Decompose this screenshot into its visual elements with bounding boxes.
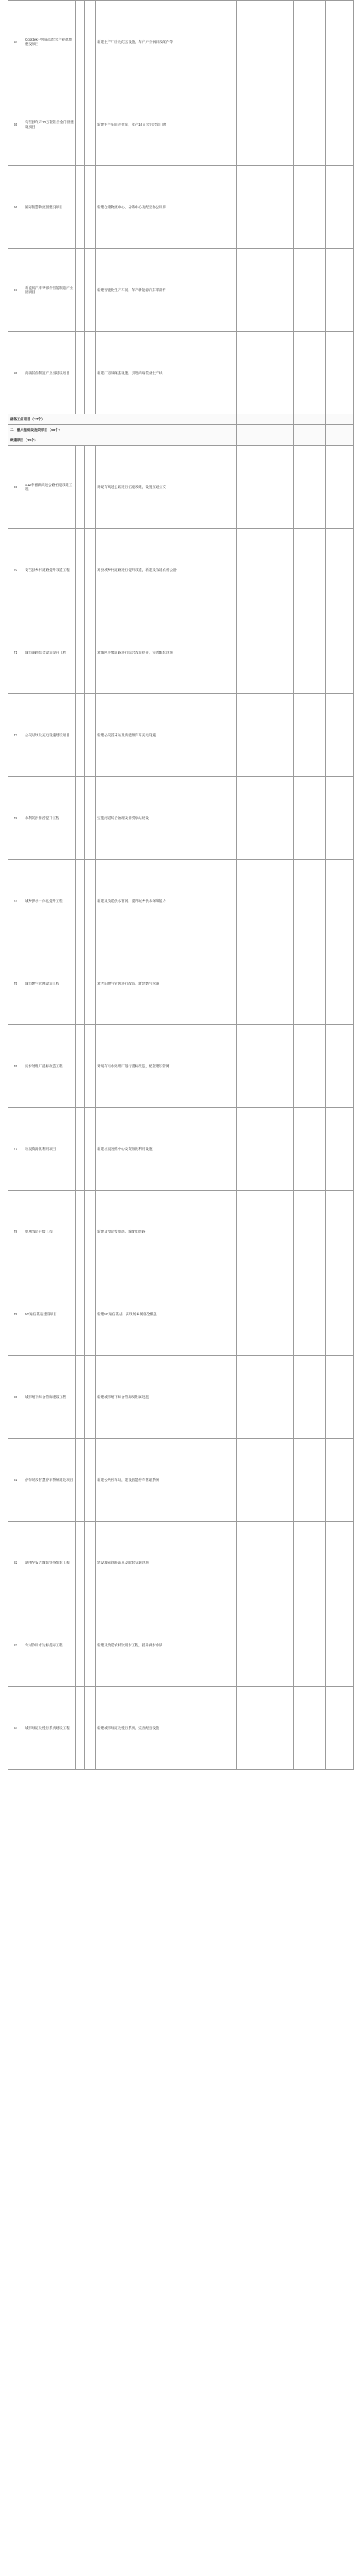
cell-no: 73: [8, 777, 23, 860]
cell-remark: [326, 1191, 354, 1273]
cell-completed-2023: [237, 611, 265, 694]
cell-responsible: [294, 1687, 326, 1770]
cell-category: [76, 1, 85, 83]
cell-plan-2024: [265, 1025, 294, 1108]
cell-remark: [326, 1108, 354, 1191]
cell-responsible: [294, 777, 326, 860]
cell-project-name: 水利防洪排涝提升工程: [23, 777, 76, 860]
table-row: [8, 694, 354, 777]
cell-investment: [205, 694, 237, 777]
table-row: [8, 1356, 354, 1439]
cell-investment: [205, 1108, 237, 1191]
cell-content: 新建5G通信基站，实现城乡网络全覆盖: [96, 1273, 205, 1356]
cell-content: 对城区主要道路进行综合改造提升，完善配套设施: [96, 611, 205, 694]
cell-completed-2023: [237, 83, 265, 166]
cell-completed-2023: [237, 860, 265, 942]
cell-plan-2024: [265, 1273, 294, 1356]
summary-row: [8, 435, 354, 446]
cell-project-name: 城乡供水一体化提升工程: [23, 860, 76, 942]
cell-content: 对老旧燃气管网进行改造，新建燃气管道: [96, 942, 205, 1025]
summary-completed-2023: [237, 435, 265, 446]
cell-responsible: [294, 249, 326, 332]
cell-project-name: 停车场及智慧停车系统建设项目: [23, 1439, 76, 1522]
cell-category: [76, 1025, 85, 1108]
cell-remark: [326, 332, 354, 414]
cell-category: [76, 446, 85, 529]
cell-unit: [85, 1025, 96, 1108]
summary-investment: [205, 414, 237, 425]
table-row: [8, 942, 354, 1025]
cell-no: 68: [8, 332, 23, 414]
cell-no: 69: [8, 446, 23, 529]
cell-content: 新建公交首末站及新能源汽车充电设施: [96, 694, 205, 777]
cell-content: 新建及改造农村饮用水工程，提升供水水质: [96, 1604, 205, 1687]
cell-completed-2023: [237, 777, 265, 860]
section-row: [8, 425, 354, 435]
project-table: [8, 0, 354, 1770]
cell-plan-2024: [265, 942, 294, 1025]
cell-remark: [326, 1273, 354, 1356]
cell-unit: [85, 1108, 96, 1191]
cell-category: [76, 1522, 85, 1604]
cell-remark: [326, 1687, 354, 1770]
table-row: [8, 166, 354, 249]
cell-completed-2023: [237, 1273, 265, 1356]
cell-project-name: 城市燃气管网改造工程: [23, 942, 76, 1025]
cell-project-name: 城市道路综合改造提升工程: [23, 611, 76, 694]
cell-content: 新建生产车间及仓库，年产10万套铝合金门窗: [96, 83, 205, 166]
cell-unit: [85, 1, 96, 83]
cell-project-name: S12申嘉湖高速公路拓宽改建工程: [23, 446, 76, 529]
cell-plan-2024: [265, 166, 294, 249]
cell-completed-2023: [237, 1604, 265, 1687]
cell-responsible: [294, 1273, 326, 1356]
cell-investment: [205, 1356, 237, 1439]
cell-remark: [326, 1439, 354, 1522]
cell-investment: [205, 83, 237, 166]
cell-plan-2024: [265, 249, 294, 332]
cell-investment: [205, 1522, 237, 1604]
cell-content: 新建及改造供水管网，提升城乡供水保障能力: [96, 860, 205, 942]
cell-unit: [85, 1522, 96, 1604]
cell-remark: [326, 446, 354, 529]
cell-category: [76, 166, 85, 249]
cell-no: 72: [8, 694, 23, 777]
cell-content: 新建厂房及配套设施，引进高端装备生产线: [96, 332, 205, 414]
cell-content: 新建公共停车场，建设智慧停车管理系统: [96, 1439, 205, 1522]
cell-completed-2023: [237, 332, 265, 414]
cell-plan-2024: [265, 1687, 294, 1770]
cell-responsible: [294, 446, 326, 529]
cell-responsible: [294, 83, 326, 166]
cell-plan-2024: [265, 1604, 294, 1687]
cell-investment: [205, 166, 237, 249]
cell-content: 建设城际铁路站点及配套交通设施: [96, 1522, 205, 1604]
cell-unit: [85, 332, 96, 414]
cell-plan-2024: [265, 1522, 294, 1604]
cell-completed-2023: [237, 942, 265, 1025]
cell-empty: [326, 425, 354, 435]
cell-category: [76, 1356, 85, 1439]
cell-category: [76, 860, 85, 942]
cell-category: [76, 332, 85, 414]
cell-content: 新建仓储物流中心、分拣中心及配套办公用房: [96, 166, 205, 249]
cell-no: 84: [8, 1687, 23, 1770]
cell-project-name: 国际智慧物流园建设项目: [23, 166, 76, 249]
section-plan-2024: [265, 425, 294, 435]
cell-project-name: 安吉县年产10万套铝合金门窗建设项目: [23, 83, 76, 166]
cell-plan-2024: [265, 1108, 294, 1191]
cell-completed-2023: [237, 1108, 265, 1191]
table-row: [8, 1025, 354, 1108]
table-row: [8, 1273, 354, 1356]
cell-remark: [326, 83, 354, 166]
cell-no: 64: [8, 1, 23, 83]
cell-remark: [326, 249, 354, 332]
cell-category: [76, 529, 85, 611]
cell-no: 78: [8, 1191, 23, 1273]
cell-unit: [85, 860, 96, 942]
cell-unit: [85, 1604, 96, 1687]
cell-empty: [294, 425, 326, 435]
cell-plan-2024: [265, 529, 294, 611]
table-row: [8, 446, 354, 529]
cell-investment: [205, 1025, 237, 1108]
cell-unit: [85, 83, 96, 166]
cell-responsible: [294, 529, 326, 611]
cell-project-name: 电网改造升级工程: [23, 1191, 76, 1273]
table-row: [8, 1439, 354, 1522]
cell-category: [76, 694, 85, 777]
summary-plan-2024: [265, 414, 294, 425]
cell-remark: [326, 1356, 354, 1439]
cell-content: 对现有高速公路进行拓宽改建，设置互通立交: [96, 446, 205, 529]
cell-completed-2023: [237, 1439, 265, 1522]
table-row: [8, 1604, 354, 1687]
table-row: [8, 1, 354, 83]
cell-investment: [205, 777, 237, 860]
cell-no: 76: [8, 1025, 23, 1108]
cell-no: 81: [8, 1439, 23, 1522]
cell-unit: [85, 1356, 96, 1439]
cell-completed-2023: [237, 249, 265, 332]
cell-empty: [294, 414, 326, 425]
cell-empty: [326, 435, 354, 446]
cell-responsible: [294, 166, 326, 249]
summary-plan-2024: [265, 435, 294, 446]
cell-plan-2024: [265, 446, 294, 529]
cell-investment: [205, 1273, 237, 1356]
cell-plan-2024: [265, 777, 294, 860]
table-row: [8, 332, 354, 414]
cell-project-name: 高端装备制造产业园建设项目: [23, 332, 76, 414]
cell-content: 新建生产厂房及配套设施，年产户外锅具及配件等: [96, 1, 205, 83]
cell-no: 77: [8, 1108, 23, 1191]
cell-project-name: 垃圾资源化利用项目: [23, 1108, 76, 1191]
summary-label: 储备工业项目（27个）: [8, 414, 205, 425]
cell-completed-2023: [237, 529, 265, 611]
cell-investment: [205, 1191, 237, 1273]
table-row: [8, 249, 354, 332]
cell-project-name: 城市绿道及慢行系统建设工程: [23, 1687, 76, 1770]
cell-category: [76, 83, 85, 166]
cell-completed-2023: [237, 694, 265, 777]
cell-completed-2023: [237, 1191, 265, 1273]
cell-unit: [85, 446, 96, 529]
cell-unit: [85, 694, 96, 777]
cell-remark: [326, 1522, 354, 1604]
cell-responsible: [294, 1522, 326, 1604]
section-investment: [205, 425, 237, 435]
cell-responsible: [294, 1439, 326, 1522]
table-row: [8, 529, 354, 611]
cell-unit: [85, 777, 96, 860]
cell-project-name: Cooktek户外锅具配套产业基地建设项目: [23, 1, 76, 83]
cell-empty: [294, 435, 326, 446]
cell-category: [76, 1439, 85, 1522]
cell-no: 74: [8, 860, 23, 942]
cell-responsible: [294, 1356, 326, 1439]
cell-responsible: [294, 1604, 326, 1687]
cell-category: [76, 1604, 85, 1687]
cell-responsible: [294, 1025, 326, 1108]
cell-plan-2024: [265, 1356, 294, 1439]
cell-responsible: [294, 1108, 326, 1191]
table-row: [8, 1687, 354, 1770]
cell-project-name: 城市地下综合管廊建设工程: [23, 1356, 76, 1439]
cell-no: 75: [8, 942, 23, 1025]
cell-plan-2024: [265, 694, 294, 777]
cell-project-name: 湖州至安吉城际铁路配套工程: [23, 1522, 76, 1604]
cell-unit: [85, 249, 96, 332]
table-row: [8, 611, 354, 694]
cell-remark: [326, 529, 354, 611]
cell-investment: [205, 611, 237, 694]
section-label: 二、重大基础设施类项目（95个）: [8, 425, 205, 435]
cell-investment: [205, 332, 237, 414]
cell-no: 70: [8, 529, 23, 611]
cell-remark: [326, 860, 354, 942]
cell-investment: [205, 1604, 237, 1687]
cell-no: 82: [8, 1522, 23, 1604]
cell-plan-2024: [265, 611, 294, 694]
cell-no: 66: [8, 166, 23, 249]
cell-category: [76, 611, 85, 694]
cell-empty: [326, 414, 354, 425]
cell-content: 新建智能化生产车间，年产新能源汽车零部件: [96, 249, 205, 332]
cell-completed-2023: [237, 1356, 265, 1439]
table-body: [8, 1, 354, 1770]
cell-unit: [85, 166, 96, 249]
cell-completed-2023: [237, 1687, 265, 1770]
cell-responsible: [294, 611, 326, 694]
cell-project-name: 公交站场及充电设施建设项目: [23, 694, 76, 777]
cell-content: 新建城市绿道及慢行系统，完善配套设施: [96, 1687, 205, 1770]
table-row: [8, 83, 354, 166]
cell-no: 80: [8, 1356, 23, 1439]
cell-unit: [85, 1191, 96, 1273]
cell-investment: [205, 942, 237, 1025]
cell-category: [76, 1687, 85, 1770]
cell-category: [76, 249, 85, 332]
cell-unit: [85, 1687, 96, 1770]
cell-completed-2023: [237, 1, 265, 83]
cell-remark: [326, 1025, 354, 1108]
cell-category: [76, 1108, 85, 1191]
cell-completed-2023: [237, 1025, 265, 1108]
cell-project-name: 污水处理厂提标改造工程: [23, 1025, 76, 1108]
cell-remark: [326, 942, 354, 1025]
cell-content: 新建垃圾分拣中心及资源化利用设施: [96, 1108, 205, 1191]
cell-unit: [85, 1273, 96, 1356]
cell-plan-2024: [265, 1191, 294, 1273]
cell-project-name: 安吉县乡村道路提升改造工程: [23, 529, 76, 611]
cell-no: 79: [8, 1273, 23, 1356]
cell-completed-2023: [237, 446, 265, 529]
cell-investment: [205, 249, 237, 332]
cell-investment: [205, 1439, 237, 1522]
cell-responsible: [294, 1191, 326, 1273]
cell-responsible: [294, 1, 326, 83]
table-row: [8, 1191, 354, 1273]
cell-no: 67: [8, 249, 23, 332]
cell-plan-2024: [265, 1, 294, 83]
cell-project-name: 5G通信基站建设项目: [23, 1273, 76, 1356]
cell-responsible: [294, 694, 326, 777]
cell-completed-2023: [237, 166, 265, 249]
cell-project-name: 农村饮用水达标提标工程: [23, 1604, 76, 1687]
cell-responsible: [294, 860, 326, 942]
cell-no: 71: [8, 611, 23, 694]
cell-investment: [205, 446, 237, 529]
table-row: [8, 1522, 354, 1604]
cell-remark: [326, 1, 354, 83]
summary-investment: [205, 435, 237, 446]
cell-investment: [205, 1, 237, 83]
cell-plan-2024: [265, 332, 294, 414]
cell-unit: [85, 611, 96, 694]
table-row: [8, 860, 354, 942]
cell-plan-2024: [265, 860, 294, 942]
summary-completed-2023: [237, 414, 265, 425]
cell-plan-2024: [265, 1439, 294, 1522]
cell-content: 新建城市地下综合管廊及附属设施: [96, 1356, 205, 1439]
cell-category: [76, 1273, 85, 1356]
cell-remark: [326, 694, 354, 777]
cell-unit: [85, 1439, 96, 1522]
cell-remark: [326, 777, 354, 860]
summary-label: 续建项目（33个）: [8, 435, 205, 446]
cell-content: 新建及改造变电站、输配电线路: [96, 1191, 205, 1273]
cell-unit: [85, 942, 96, 1025]
cell-completed-2023: [237, 1522, 265, 1604]
cell-remark: [326, 166, 354, 249]
table-row: [8, 777, 354, 860]
cell-responsible: [294, 332, 326, 414]
cell-project-name: 新能源汽车零部件智能制造产业园项目: [23, 249, 76, 332]
cell-no: 83: [8, 1604, 23, 1687]
cell-category: [76, 942, 85, 1025]
cell-content: 实施河道综合治理及排涝泵站建设: [96, 777, 205, 860]
cell-category: [76, 1191, 85, 1273]
summary-row: [8, 414, 354, 425]
cell-remark: [326, 611, 354, 694]
cell-responsible: [294, 942, 326, 1025]
cell-investment: [205, 529, 237, 611]
cell-category: [76, 777, 85, 860]
cell-unit: [85, 529, 96, 611]
cell-investment: [205, 1687, 237, 1770]
cell-no: 65: [8, 83, 23, 166]
cell-content: 对现有污水处理厂进行提标改造，配套建设管网: [96, 1025, 205, 1108]
cell-investment: [205, 860, 237, 942]
cell-plan-2024: [265, 83, 294, 166]
section-completed-2023: [237, 425, 265, 435]
cell-remark: [326, 1604, 354, 1687]
cell-content: 对县域乡村道路进行提升改造，新建及改建农村公路: [96, 529, 205, 611]
table-row: [8, 1108, 354, 1191]
